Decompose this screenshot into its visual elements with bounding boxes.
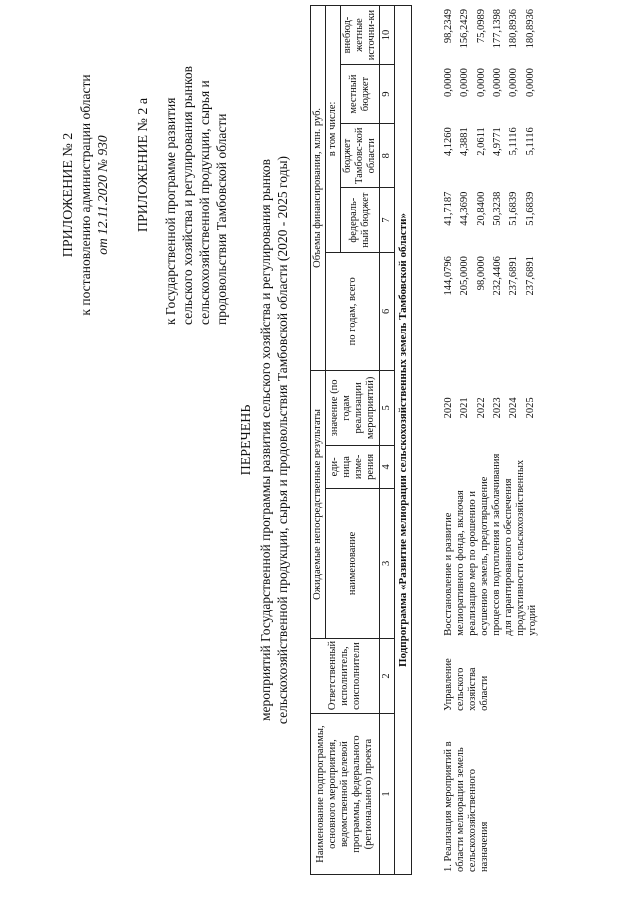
appendix2a-line4: продовольствия Тамбовской области	[214, 113, 229, 325]
ext-cell: 177,1398	[491, 9, 503, 49]
col-number: 3	[380, 488, 395, 638]
list-line2: сельскохозяйственной продукции, сырья и продовольствия Тамбовской области (2020 - 2025 годы)	[275, 155, 290, 725]
total-cell: 98,0000	[475, 256, 487, 291]
reg-cell: 5,1116	[524, 127, 536, 156]
col-number: 10	[380, 6, 395, 65]
loc-cell: 0,0000	[508, 68, 520, 98]
column-numbers-row	[380, 6, 395, 875]
col-reg-header: бюджет Тамбовс-кой области	[341, 124, 380, 188]
year-cell: 2021	[459, 397, 471, 419]
list-heading	[238, 75, 291, 805]
appendix2a-block	[135, 5, 230, 325]
fed-cell: 20,8400	[475, 191, 487, 226]
appendix-block	[60, 45, 111, 345]
col-total-header: по годам, всего	[326, 252, 380, 370]
col-ext-header: внебюд-жетные источни-ки	[341, 6, 380, 65]
appendix-date-number: от 12.11.2020 № 930	[95, 135, 110, 255]
ext-cell: 75,0989	[475, 9, 487, 44]
table-row	[442, 5, 458, 875]
appendix2a-line3: сельскохозяйственной продукции, сырья и	[197, 80, 212, 325]
col-fed-header: федераль-ный бюджет	[341, 188, 380, 252]
loc-cell: 0,0000	[475, 68, 487, 98]
loc-cell: 0,0000	[491, 68, 503, 98]
total-cell: 205,0000	[459, 256, 471, 296]
list-line1: мероприятий Государственной программы развития сельского хозяйства и регулирования рынков	[258, 158, 273, 722]
reg-cell: 5,1116	[508, 127, 520, 156]
row-result: Восстановление и развитие мелиоративного фонда, включая реализацию мер по орошению и осушению земель, предотвращение процессов подтопления и заболачивания для гарантированного обеспечения продуктивности сельскохозяйственных угодий	[443, 453, 538, 636]
col-number: 5	[380, 370, 395, 445]
appendix-title: ПРИЛОЖЕНИЕ № 2	[61, 132, 76, 258]
fed-cell: 50,3238	[491, 191, 503, 226]
col-resp-header: Ответственный исполнитель, соисполнители	[311, 639, 380, 714]
col-number: 6	[380, 252, 395, 370]
appendix2a-line2: сельского хозяйства и регулирования рынков	[180, 66, 195, 325]
total-cell: 237,6891	[508, 256, 520, 296]
row-name: Реализация мероприятий в области мелиорации земель сельскохозяйственного назначения	[443, 741, 490, 872]
ext-cell: 180,8936	[524, 9, 536, 49]
col-naim-header: наименование	[326, 488, 380, 638]
col-name-header: Наименование подпрограммы, основного мероприятия, ведомственной целевой программы, федерального (регионального) проекта	[311, 714, 380, 875]
col-number: 1	[380, 714, 395, 875]
col-volumes-header: Объемы финансирования, млн. руб.	[311, 6, 326, 371]
total-cell: 144,0796	[443, 256, 454, 296]
col-number: 2	[380, 639, 395, 714]
col-number: 9	[380, 65, 395, 124]
year-cell: 2020	[443, 397, 454, 419]
row-responsible: Управление сельского хозяйства области	[443, 658, 490, 711]
reg-cell: 2,0611	[475, 127, 487, 156]
col-value-header: значение (по годам реализации мероприятий)	[326, 370, 380, 445]
appendix2a-title: ПРИЛОЖЕНИЕ № 2 а	[136, 97, 151, 233]
list-title: ПЕРЕЧЕНЬ	[239, 404, 254, 476]
measures-table	[310, 5, 412, 875]
reg-cell: 4,9771	[491, 127, 503, 157]
fed-cell: 51,6839	[524, 191, 536, 226]
loc-cell: 0,0000	[459, 68, 471, 98]
col-loc-header: местный бюджет	[341, 65, 380, 124]
measures-data	[442, 5, 540, 875]
col-number: 8	[380, 124, 395, 188]
ext-cell: 180,8936	[508, 9, 520, 49]
col-expected-header: Ожидаемые непосредственные результаты	[311, 370, 326, 638]
appendix2a-line1: к Государственной программе развития	[163, 97, 178, 325]
loc-cell: 0,0000	[443, 68, 454, 98]
reg-cell: 4,3881	[459, 127, 471, 157]
row-name-cell	[442, 714, 540, 875]
ext-cell: 156,2429	[459, 9, 471, 49]
year-cell: 2024	[508, 397, 520, 419]
year-cell: 2022	[475, 397, 487, 419]
year-cell: 2023	[491, 397, 503, 419]
total-cell: 232,4406	[491, 256, 503, 296]
reg-cell: 4,1260	[443, 127, 454, 157]
row-number: 1.	[443, 864, 454, 872]
ext-cell: 98,2349	[443, 9, 454, 44]
col-incl-header: в том числе:	[326, 6, 341, 253]
col-number: 7	[380, 188, 395, 252]
col-number: 4	[380, 445, 395, 488]
year-cell: 2025	[524, 397, 536, 419]
subprogram-title: Подпрограмма «Развитие мелиорации сельскохозяйственных земель Тамбовской области»	[395, 6, 412, 875]
fed-cell: 41,7187	[443, 191, 454, 226]
col-unit-header: еди-ница изме-рения	[326, 445, 380, 488]
total-cell: 237,6891	[524, 256, 536, 296]
appendix-decree: к постановлению администрации области	[78, 74, 93, 316]
loc-cell: 0,0000	[524, 68, 536, 98]
fed-cell: 51,6839	[508, 191, 520, 226]
fed-cell: 44,3690	[459, 191, 471, 226]
